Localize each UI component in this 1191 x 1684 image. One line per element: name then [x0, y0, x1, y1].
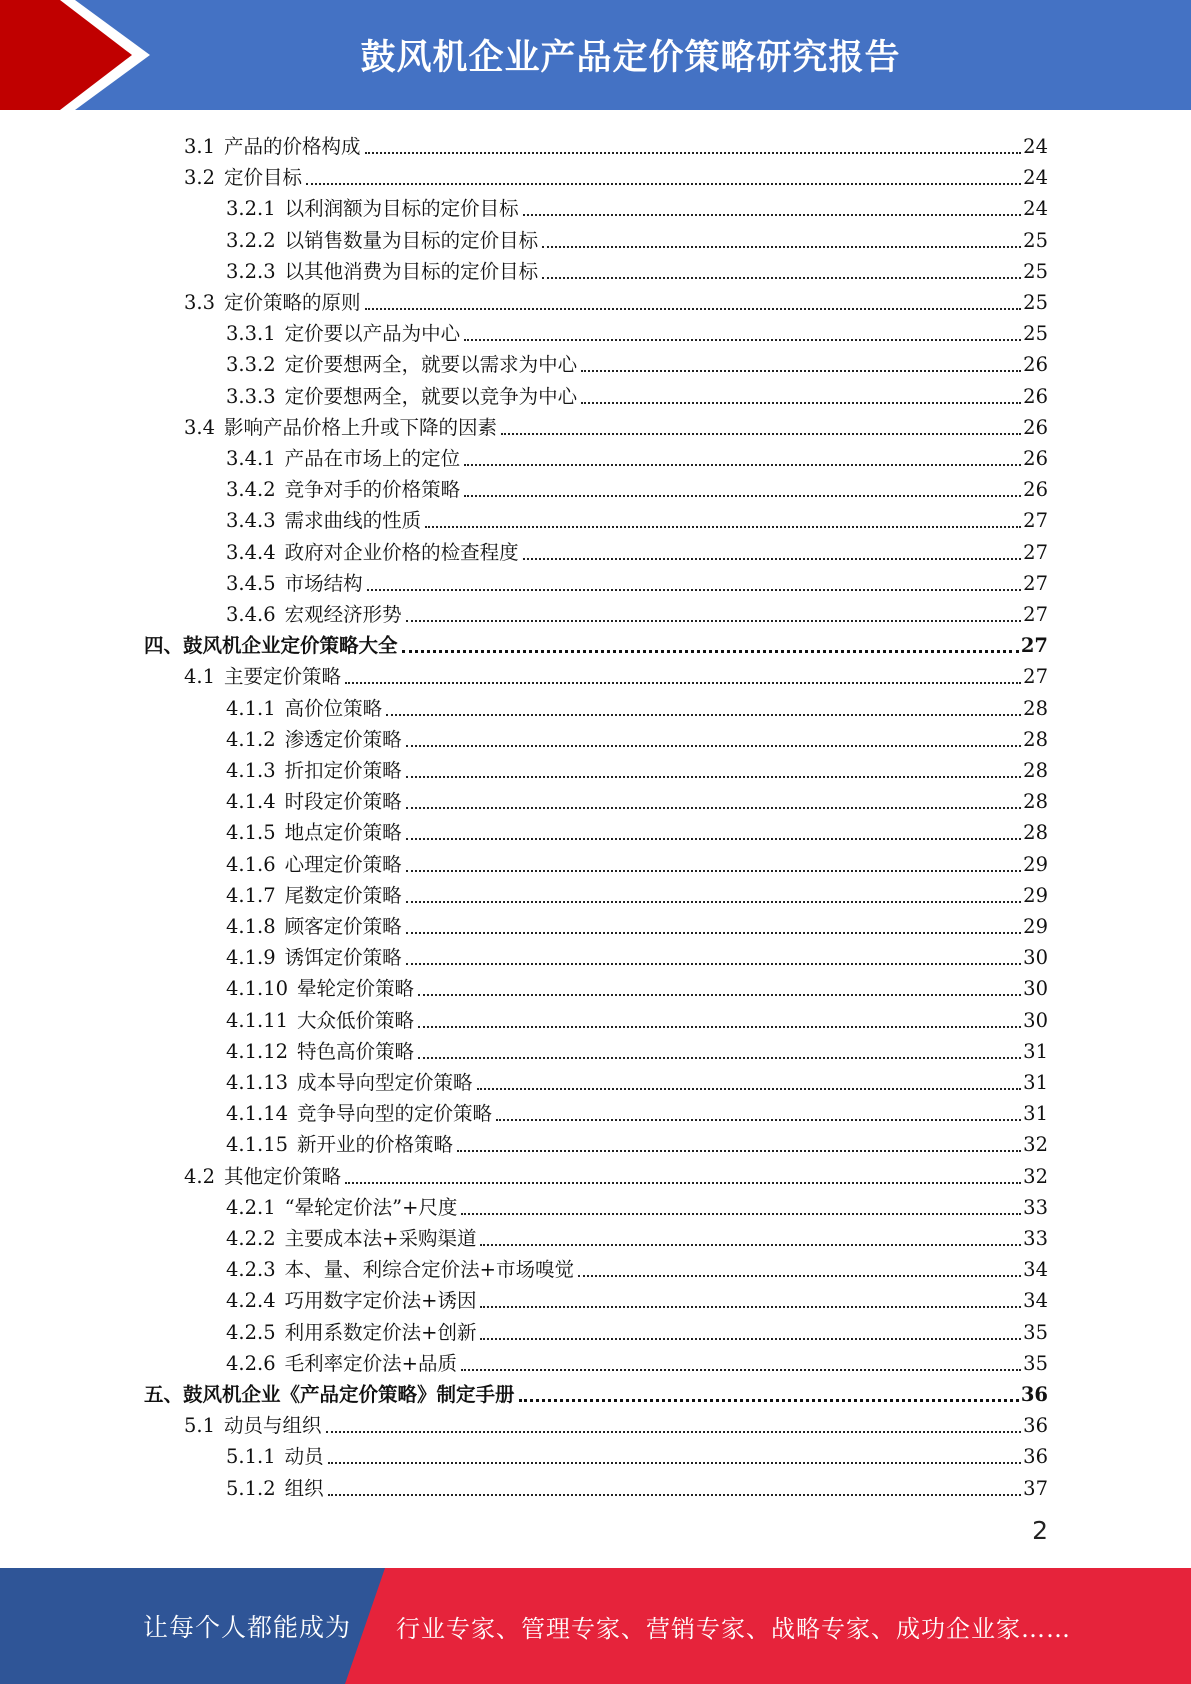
toc-entry-page: 36 — [1023, 1414, 1048, 1438]
toc-entry-page: 36 — [1020, 1383, 1048, 1406]
toc-entry-title: 顾客定价策略 — [284, 915, 402, 938]
toc-entry-title: 政府对企业价格的检查程度 — [284, 540, 519, 564]
toc-entry-title: 定价策略的原则 — [224, 291, 361, 314]
toc-dot-leader — [496, 1119, 1021, 1121]
toc-entry[interactable] — [226, 190, 1048, 221]
toc-entry-title: 晕轮定价策略 — [297, 977, 415, 1001]
toc-entry-number: 5.1 — [184, 1414, 216, 1438]
toc-entry-number: 4.2.5 — [226, 1320, 276, 1344]
toc-entry-number: 4.1.11 — [226, 1008, 289, 1032]
toc-entry-page: 28 — [1023, 727, 1048, 751]
toc-entry-page: 26 — [1023, 478, 1048, 502]
toc-entry-page: 28 — [1023, 696, 1048, 720]
toc-entry-title: 定价要想两全，就要以需求为中心 — [284, 353, 578, 377]
toc-dot-leader — [461, 1213, 1021, 1215]
toc-dot-leader — [328, 1462, 1022, 1464]
toc-entry-page: 30 — [1023, 1008, 1048, 1032]
toc-dot-leader — [406, 838, 1022, 840]
toc-entry-number: 3.4.4 — [226, 540, 276, 564]
header-chevron-graphic — [0, 0, 150, 110]
toc-entry-title: 产品的价格构成 — [224, 135, 361, 158]
toc-entry-page: 31 — [1023, 1102, 1048, 1126]
toc-entry-number: 3.3 — [184, 291, 216, 314]
toc-dot-leader — [542, 246, 1021, 248]
toc-entry[interactable] — [226, 721, 1048, 752]
toc-dot-leader — [418, 1026, 1021, 1028]
toc-entry[interactable] — [226, 1220, 1048, 1251]
toc-entry-title: 毛利率定价法+品质 — [284, 1351, 457, 1375]
toc-entry-title: 主要定价策略 — [224, 665, 342, 689]
toc-entry-title: 其他定价策略 — [224, 1164, 342, 1188]
toc-entry-page: 30 — [1023, 946, 1048, 970]
toc-entry-number: 4.2.6 — [226, 1351, 276, 1375]
toc-dot-leader — [461, 1369, 1021, 1371]
toc-entry-title: 大众低价策略 — [297, 1008, 415, 1032]
toc-entry-number: 3.1 — [184, 135, 216, 158]
toc-entry-number: 4.2 — [184, 1164, 216, 1188]
toc-entry-number: 4.1.14 — [226, 1102, 289, 1126]
toc-entry[interactable] — [226, 1095, 1048, 1126]
toc-entry[interactable] — [226, 1126, 1048, 1157]
toc-entry-page: 32 — [1023, 1133, 1048, 1157]
toc-dot-leader — [365, 152, 1022, 154]
toc-entry-page: 32 — [1023, 1164, 1048, 1188]
toc-entry[interactable] — [184, 284, 1048, 315]
toc-entry-title: 竞争对手的价格策略 — [284, 478, 461, 502]
toc-entry-number: 4.1.5 — [226, 821, 276, 845]
toc-dot-leader — [480, 1244, 1021, 1246]
toc-entry[interactable] — [184, 1407, 1048, 1438]
toc-dot-leader — [519, 1399, 1019, 1402]
toc-entry-page: 37 — [1023, 1476, 1048, 1500]
toc-dot-leader — [464, 464, 1021, 466]
toc-dot-leader — [328, 1494, 1022, 1496]
toc-entry-page: 34 — [1023, 1258, 1048, 1282]
toc-dot-leader — [367, 589, 1022, 591]
toc-entry-number: 4.1.1 — [226, 696, 276, 720]
toc-entry[interactable] — [144, 1376, 1048, 1407]
toc-dot-leader — [480, 1306, 1021, 1308]
toc-entry-title: 尾数定价策略 — [284, 883, 402, 907]
toc-entry-number: 5.1.2 — [226, 1476, 276, 1500]
toc-dot-leader — [418, 994, 1021, 996]
toc-entry-number: 4.2.2 — [226, 1227, 276, 1250]
toc-entry[interactable] — [184, 159, 1048, 190]
page-footer — [0, 1568, 1191, 1684]
toc-entry-page: 26 — [1023, 447, 1048, 470]
page-header — [0, 0, 1191, 110]
toc-entry-number: 3.2.1 — [226, 197, 276, 221]
footer-slogan-left: 让每个人都能成为 — [143, 1613, 352, 1642]
toc-dot-leader — [464, 339, 1021, 341]
toc-entry-page: 25 — [1023, 228, 1048, 252]
toc-entry[interactable] — [226, 1345, 1048, 1376]
toc-entry[interactable] — [226, 596, 1048, 627]
toc-entry-page: 25 — [1023, 259, 1048, 283]
toc-entry-page: 27 — [1023, 665, 1048, 689]
toc-entry-page: 27 — [1020, 634, 1048, 658]
toc-entry-number: 4.1.6 — [226, 852, 276, 876]
toc-entry[interactable] — [226, 814, 1048, 845]
toc-dot-leader — [306, 183, 1021, 185]
toc-entry[interactable] — [226, 846, 1048, 877]
toc-entry[interactable] — [226, 315, 1048, 346]
toc-entry-number: 4.1.15 — [226, 1133, 289, 1157]
toc-entry-number: 4.1.3 — [226, 759, 276, 782]
toc-entry[interactable] — [226, 1282, 1048, 1313]
toc-entry[interactable] — [184, 128, 1048, 159]
toc-entry[interactable] — [226, 565, 1048, 596]
toc-entry-number: 5.1.1 — [226, 1445, 276, 1469]
toc-entry-title: 竞争导向型的定价策略 — [297, 1102, 493, 1126]
toc-entry-title: 以销售数量为目标的定价目标 — [284, 228, 539, 252]
toc-dot-leader — [406, 620, 1022, 622]
toc-entry-page: 29 — [1023, 883, 1048, 907]
toc-entry-number: 3.4.3 — [226, 509, 276, 533]
toc-entry-title: 本、量、利综合定价法+市场嗅觉 — [284, 1258, 574, 1282]
toc-entry[interactable] — [226, 440, 1048, 471]
toc-entry[interactable] — [226, 970, 1048, 1001]
toc-entry-page: 27 — [1023, 509, 1048, 533]
toc-entry-title: 宏观经济形势 — [284, 603, 402, 626]
toc-entry-page: 28 — [1023, 821, 1048, 845]
toc-entry-title: 以其他消费为目标的定价目标 — [284, 259, 539, 283]
page-number: 2 — [1032, 1516, 1048, 1545]
toc-entry-number: 4.1.2 — [226, 727, 276, 751]
toc-entry-page: 25 — [1023, 291, 1048, 314]
toc-dot-leader — [345, 1182, 1021, 1184]
toc-dot-leader — [406, 963, 1022, 965]
toc-entry-number: 4.1.9 — [226, 946, 276, 970]
toc-dot-leader — [523, 558, 1022, 560]
toc-entry-page: 24 — [1023, 166, 1048, 190]
toc-entry-number: 4.1.8 — [226, 915, 276, 938]
toc-entry-page: 24 — [1023, 197, 1048, 221]
toc-entry-title: 巧用数字定价法+诱因 — [284, 1289, 477, 1313]
toc-entry-title: 折扣定价策略 — [284, 759, 402, 782]
toc-entry-page: 26 — [1023, 384, 1048, 408]
toc-entry[interactable] — [226, 690, 1048, 721]
toc-dot-leader — [406, 870, 1022, 872]
toc-entry[interactable] — [226, 908, 1048, 939]
toc-entry[interactable] — [226, 1033, 1048, 1064]
toc-entry[interactable] — [226, 222, 1048, 253]
toc-dot-leader — [542, 277, 1021, 279]
toc-entry-number: 3.4.2 — [226, 478, 276, 502]
toc-entry-page: 31 — [1023, 1039, 1048, 1063]
toc-entry[interactable] — [226, 253, 1048, 284]
toc-entry-page: 27 — [1023, 603, 1048, 626]
toc-entry-title: 诱饵定价策略 — [284, 946, 402, 970]
toc-entry-title: 特色高价策略 — [297, 1039, 415, 1063]
toc-entry[interactable] — [226, 378, 1048, 409]
toc-entry-page: 35 — [1023, 1351, 1048, 1375]
toc-entry-page: 27 — [1023, 540, 1048, 564]
toc-entry-number: 3.4.1 — [226, 447, 276, 470]
toc-entry-number: 3.4 — [184, 415, 216, 439]
toc-entry[interactable] — [184, 658, 1048, 689]
toc-entry-number: 4.2.3 — [226, 1258, 276, 1282]
toc-entry-page: 33 — [1023, 1195, 1048, 1219]
toc-entry-page: 29 — [1023, 852, 1048, 876]
toc-dot-leader — [418, 1057, 1021, 1059]
toc-entry-title: 时段定价策略 — [284, 790, 402, 814]
toc-entry-title: 高价位策略 — [284, 696, 383, 720]
toc-entry-number: 4.1.13 — [226, 1071, 289, 1094]
toc-entry-page: 24 — [1023, 135, 1048, 158]
toc-entry-title: 五、鼓风机企业《产品定价策略》制定手册 — [144, 1383, 515, 1406]
toc-entry-title: 成本导向型定价策略 — [297, 1071, 473, 1094]
toc-entry[interactable] — [226, 471, 1048, 502]
toc-entry-title: 渗透定价策略 — [284, 727, 402, 751]
toc-entry[interactable] — [226, 1438, 1048, 1469]
toc-entry-page: 36 — [1023, 1445, 1048, 1469]
toc-dot-leader — [578, 1275, 1021, 1277]
report-title: 鼓风机企业产品定价策略研究报告 — [360, 38, 901, 78]
toc-entry-number: 3.3.1 — [226, 322, 276, 346]
toc-entry-title: 需求曲线的性质 — [284, 509, 422, 533]
toc-entry-number: 4.2.1 — [226, 1195, 276, 1219]
toc-dot-leader — [480, 1338, 1021, 1340]
toc-entry[interactable] — [226, 1314, 1048, 1345]
toc-entry[interactable] — [184, 409, 1048, 440]
toc-entry-title: 以利润额为目标的定价目标 — [284, 197, 519, 221]
toc-entry-number: 3.4.6 — [226, 603, 276, 626]
toc-entry-number: 3.2.2 — [226, 228, 276, 252]
toc-dot-leader — [402, 650, 1019, 653]
toc-entry-number: 3.3.3 — [226, 384, 276, 408]
toc-entry[interactable] — [226, 1002, 1048, 1033]
toc-entry-title: 市场结构 — [284, 571, 363, 595]
toc-dot-leader — [406, 901, 1022, 903]
toc-entry-title: 地点定价策略 — [284, 821, 402, 845]
toc-entry-title: 产品在市场上的定位 — [284, 447, 461, 470]
toc-entry-title: 主要成本法+采购渠道 — [284, 1227, 477, 1250]
toc-dot-leader — [523, 214, 1022, 216]
footer-slogan-right: 行业专家、管理专家、营销专家、战略专家、成功企业家…… — [396, 1614, 1071, 1643]
toc-dot-leader — [457, 1150, 1021, 1152]
toc-entry-number: 4.1.4 — [226, 790, 276, 814]
toc-entry-number: 3.3.2 — [226, 353, 276, 377]
toc-entry[interactable] — [226, 1064, 1048, 1095]
toc-entry-number: 4.1.12 — [226, 1039, 289, 1063]
toc-dot-leader — [406, 932, 1022, 934]
toc-entry-title: 定价目标 — [224, 166, 303, 190]
toc-entry-title: 利用系数定价法+创新 — [284, 1320, 477, 1344]
toc-dot-leader — [501, 433, 1021, 435]
toc-dot-leader — [581, 402, 1021, 404]
toc-entry[interactable] — [226, 1189, 1048, 1220]
toc-entry-title: 定价要想两全，就要以竞争为中心 — [284, 384, 578, 408]
toc-entry-page: 34 — [1023, 1289, 1048, 1313]
toc-entry-page: 30 — [1023, 977, 1048, 1001]
toc-dot-leader — [386, 714, 1021, 716]
toc-entry-page: 27 — [1023, 571, 1048, 595]
toc-entry-title: 定价要以产品为中心 — [284, 322, 461, 346]
toc-entry-title: “晕轮定价法”+尺度 — [284, 1195, 458, 1219]
toc-entry-number: 4.1 — [184, 665, 216, 689]
toc-entry-title: 组织 — [284, 1476, 324, 1500]
toc-entry[interactable] — [226, 1251, 1048, 1282]
toc-dot-leader — [406, 807, 1022, 809]
toc-entry-number: 4.1.7 — [226, 883, 276, 907]
toc-dot-leader — [365, 308, 1022, 310]
toc-dot-leader — [326, 1431, 1022, 1433]
toc-entry[interactable] — [226, 1470, 1048, 1501]
toc-entry-number: 4.2.4 — [226, 1289, 276, 1313]
toc-dot-leader — [464, 495, 1021, 497]
toc-entry[interactable] — [144, 627, 1048, 658]
toc-entry-page: 29 — [1023, 915, 1048, 938]
toc-entry-page: 31 — [1023, 1071, 1048, 1094]
toc-entry-page: 26 — [1023, 415, 1048, 439]
toc-entry-title: 动员与组织 — [224, 1414, 322, 1438]
toc-entry-page: 33 — [1023, 1227, 1048, 1250]
toc-dot-leader — [406, 776, 1022, 778]
toc-entry-title: 四、鼓风机企业定价策略大全 — [144, 634, 398, 658]
toc-entry-number: 3.2 — [184, 166, 216, 190]
toc-entry[interactable] — [226, 877, 1048, 908]
toc-entry[interactable] — [226, 534, 1048, 565]
toc-entry-number: 3.2.3 — [226, 259, 276, 283]
toc-entry-title: 影响产品价格上升或下降的因素 — [224, 415, 498, 439]
toc-entry-page: 35 — [1023, 1320, 1048, 1344]
toc-entry[interactable] — [226, 783, 1048, 814]
toc-dot-leader — [345, 682, 1021, 684]
toc-entry-number: 4.1.10 — [226, 977, 289, 1001]
toc-entry-title: 动员 — [284, 1445, 324, 1469]
toc-dot-leader — [477, 1088, 1022, 1090]
toc-entry-page: 26 — [1023, 353, 1048, 377]
toc-entry-page: 28 — [1023, 790, 1048, 814]
toc-entry[interactable] — [184, 1158, 1048, 1189]
toc-entry[interactable] — [226, 346, 1048, 377]
toc-entry-number: 3.4.5 — [226, 571, 276, 595]
toc-dot-leader — [406, 745, 1022, 747]
toc-entry-page: 25 — [1023, 322, 1048, 346]
toc-dot-leader — [425, 526, 1021, 528]
toc-entry[interactable] — [226, 939, 1048, 970]
toc-entry-page: 28 — [1023, 759, 1048, 782]
toc-entry[interactable] — [226, 752, 1048, 783]
toc-entry-title: 新开业的价格策略 — [297, 1133, 454, 1157]
toc-dot-leader — [581, 370, 1021, 372]
toc-entry-title: 心理定价策略 — [284, 852, 402, 876]
toc-entry[interactable] — [226, 502, 1048, 533]
